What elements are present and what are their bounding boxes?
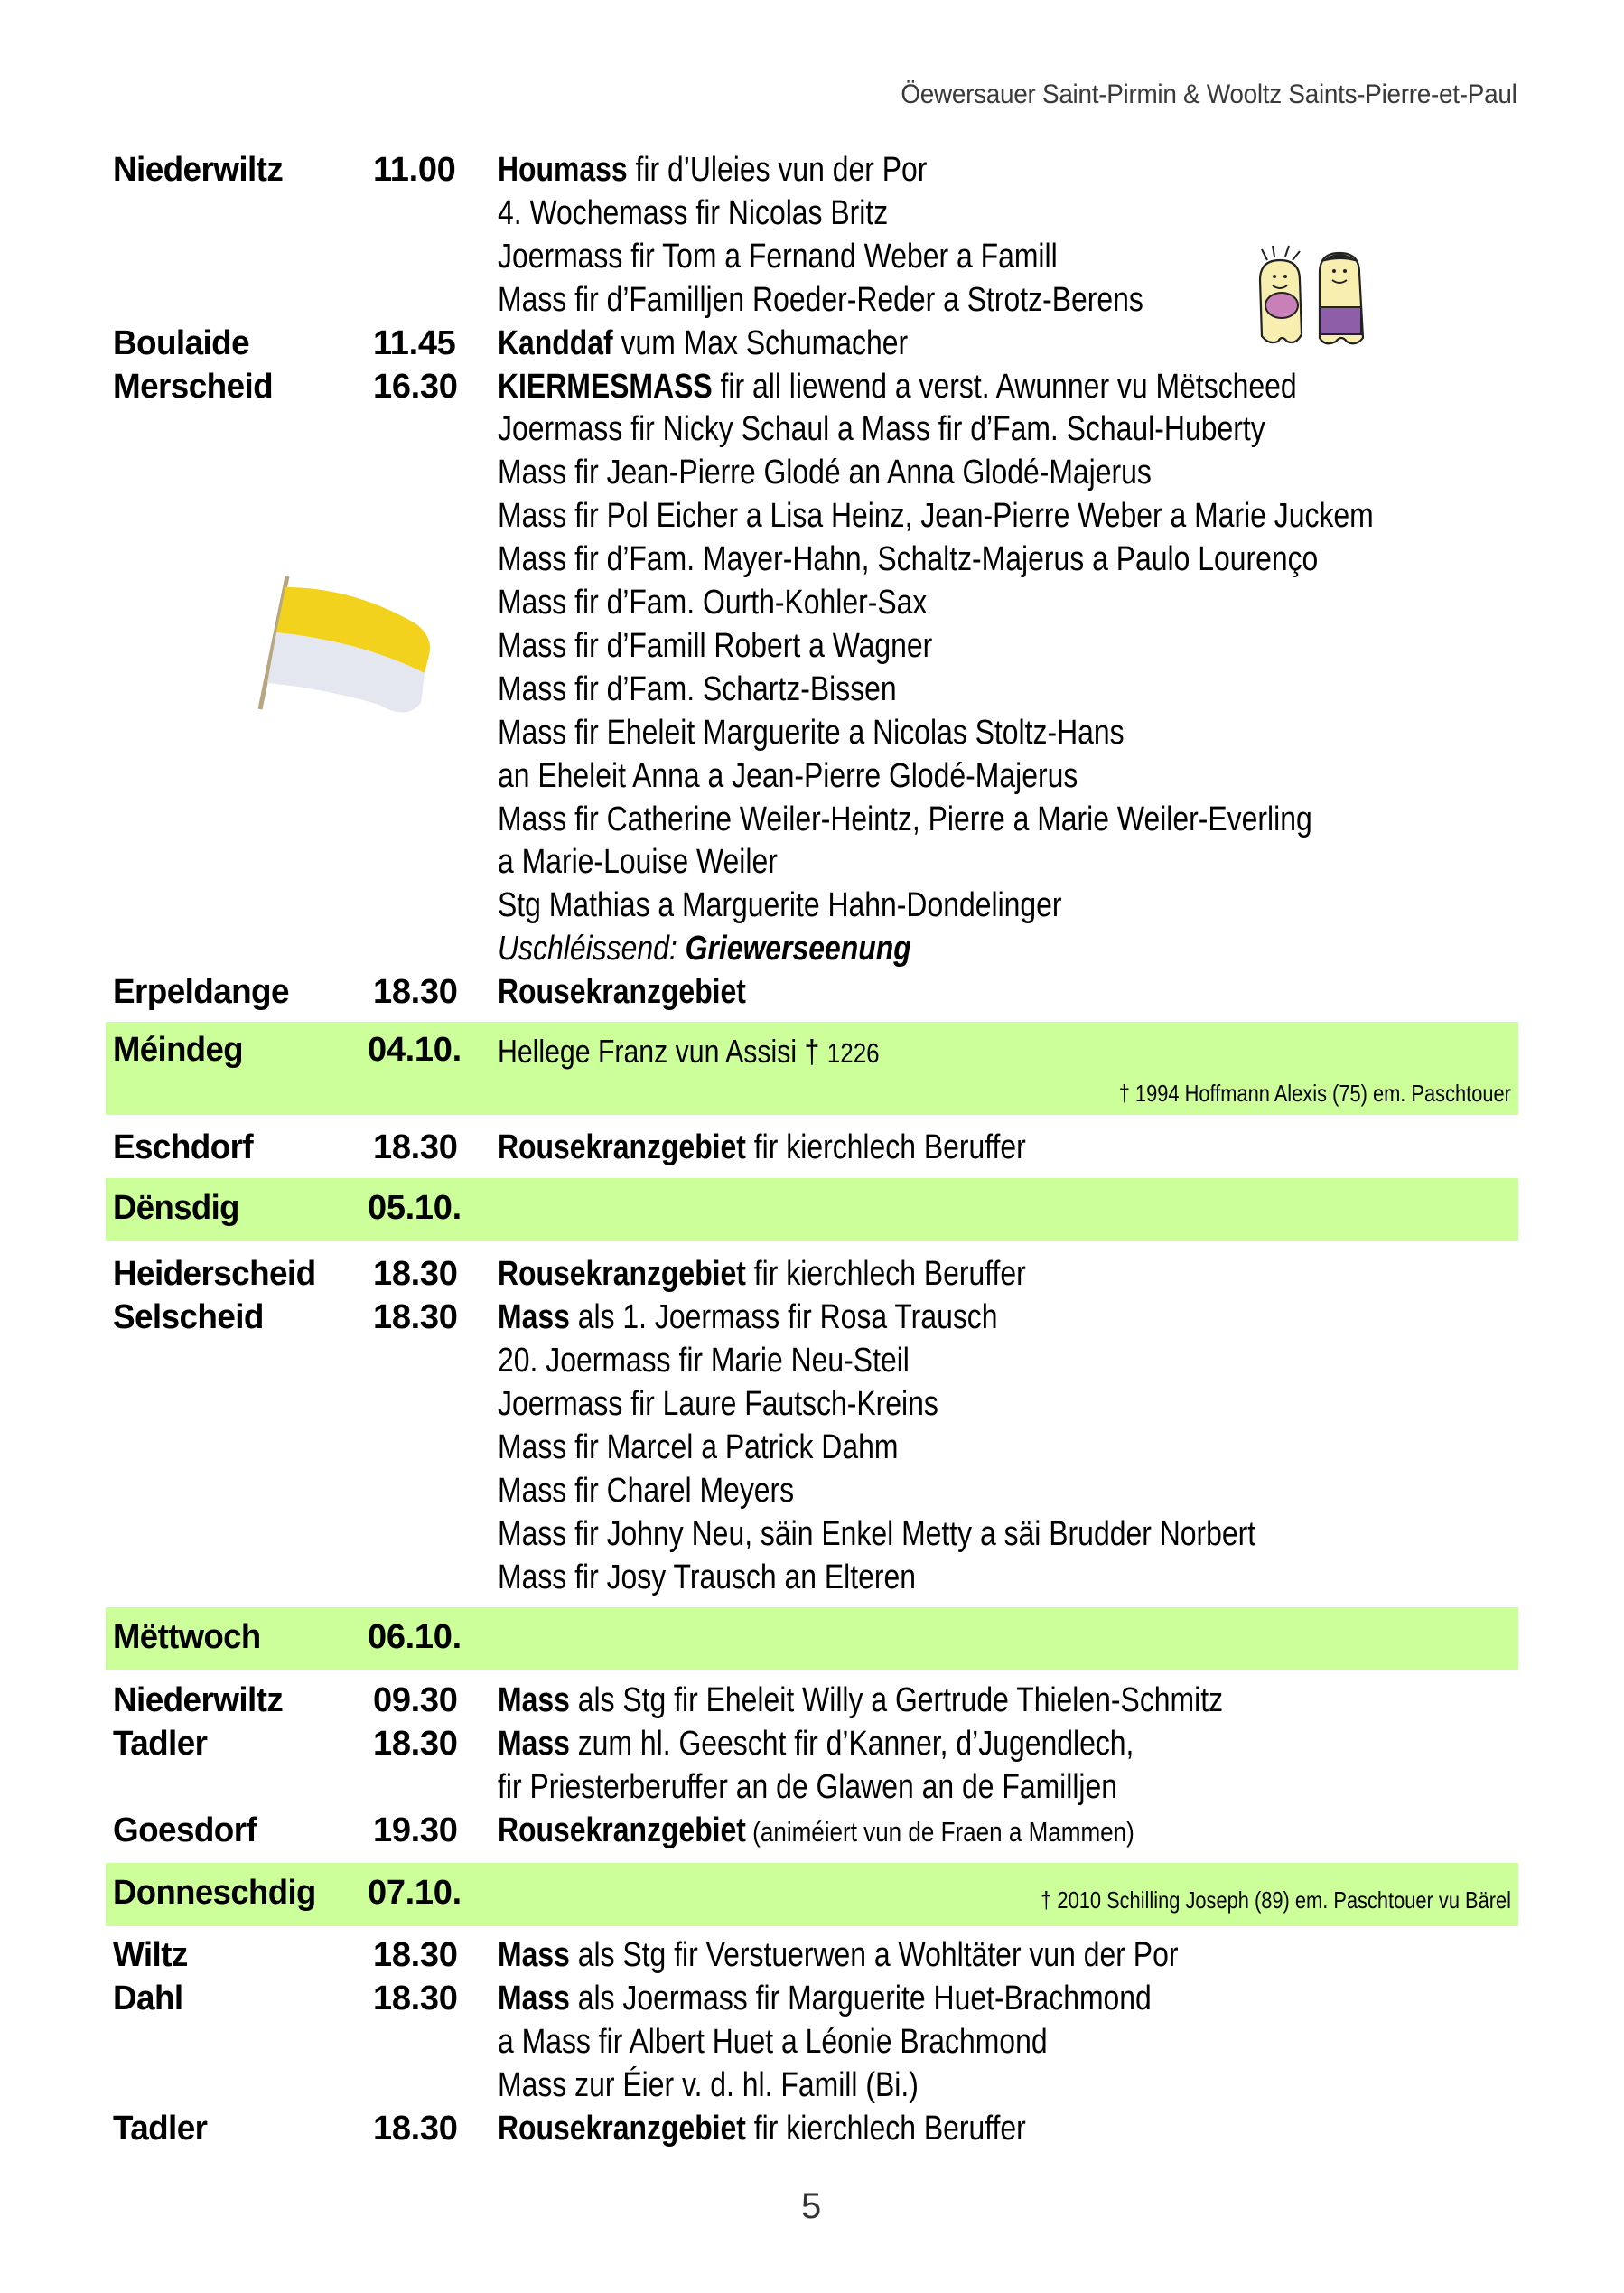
service-intention: fir all liewend a verst. Awunner vu Mëtscheed — [712, 367, 1297, 406]
service-description — [498, 494, 1374, 538]
service-time: 18.30 — [373, 1255, 458, 1293]
service-description — [498, 624, 932, 668]
service-description — [498, 278, 1143, 322]
location-name: Tadler — [113, 2110, 208, 2148]
day-bar-monday — [106, 1022, 1518, 1115]
service-description — [498, 1765, 1117, 1809]
service-time: 19.30 — [373, 1811, 458, 1849]
memorial-note: † 2010 Schilling Joseph (89) em. Paschtouer vu Bärel — [1041, 1886, 1511, 1914]
service-description — [498, 1679, 1223, 1722]
service-intention: als Stg fir Verstuerwen a Wohltäter vun der Por — [569, 1936, 1179, 1974]
schedule-row — [0, 754, 1624, 798]
service-intention: Mass fir Marcel a Patrick Dahm — [498, 1428, 899, 1466]
service-intention: Mass zur Éier v. d. hl. Famill (Bi.) — [498, 2066, 919, 2104]
service-type: Mass — [498, 1979, 570, 2017]
schedule-row — [0, 970, 1624, 1014]
schedule-row — [0, 1933, 1624, 1977]
service-type: Houmass — [498, 151, 628, 189]
day-name: Mëttwoch — [113, 1618, 261, 1656]
service-note: (animéiert vun de Fraen a Mammen) — [745, 1816, 1134, 1848]
service-description — [498, 1252, 1026, 1296]
page-number: 5 — [801, 2186, 822, 2226]
service-type: Mass — [498, 1298, 570, 1336]
schedule-row — [0, 192, 1624, 235]
service-description — [498, 840, 778, 884]
schedule-row — [0, 2020, 1624, 2064]
service-description — [498, 322, 908, 365]
service-time: 18.30 — [373, 1128, 458, 1166]
service-time: 11.45 — [373, 323, 456, 362]
service-intention: Joermass fir Tom a Fernand Weber a Famill — [498, 237, 1058, 276]
service-description — [498, 192, 888, 235]
schedule-row — [0, 1556, 1624, 1599]
service-intention: a Marie-Louise Weiler — [498, 843, 778, 882]
service-description — [498, 711, 1125, 754]
schedule-row — [0, 2064, 1624, 2107]
service-time: 18.30 — [373, 2110, 458, 2148]
service-description — [498, 1809, 1134, 1854]
location-name: Niederwiltz — [113, 151, 284, 189]
service-time: 18.30 — [373, 973, 458, 1012]
service-type: Rousekranzgebiet — [498, 2110, 746, 2148]
note-label: Uschléissend: — [498, 930, 686, 969]
schedule-row — [0, 1809, 1624, 1852]
service-time: 16.30 — [373, 367, 458, 406]
service-description — [498, 148, 927, 192]
service-description — [498, 2064, 919, 2107]
location-name: Dahl — [113, 1979, 183, 2017]
service-description — [498, 754, 1078, 798]
day-bar-thursday — [106, 1863, 1518, 1926]
service-intention: Mass fir Catherine Weiler-Heintz, Pierre a Marie Weiler-Everling — [498, 800, 1312, 838]
schedule-row — [0, 407, 1624, 451]
day-name: Donneschdig — [113, 1874, 316, 1912]
schedule-row — [0, 451, 1624, 494]
schedule-row — [0, 1512, 1624, 1556]
day-date: 06.10. — [368, 1618, 462, 1656]
schedule-row — [0, 1977, 1624, 2020]
schedule-row — [0, 798, 1624, 841]
day-name: Méindeg — [113, 1031, 243, 1069]
service-intention: an Eheleit Anna a Jean-Pierre Glodé-Majerus — [498, 756, 1078, 795]
schedule-row — [0, 1765, 1624, 1809]
service-description — [498, 668, 897, 711]
service-type: Mass — [498, 1725, 570, 1763]
service-description — [498, 2107, 1026, 2150]
service-intention: vum Max Schumacher — [612, 323, 909, 362]
service-description — [498, 1339, 910, 1382]
service-intention: Mass fir d’Familljen Roeder-Reder a Strotz-Berens — [498, 280, 1143, 319]
service-intention: a Mass fir Albert Huet a Léonie Brachmond — [498, 2023, 1048, 2061]
service-type: Mass — [498, 1681, 570, 1719]
day-date: 05.10. — [368, 1189, 462, 1227]
feast-name: Hellege Franz vun Assisi † — [498, 1033, 827, 1070]
service-intention: Mass fir Pol Eicher a Lisa Heinz, Jean-Pierre Weber a Marie Juckem — [498, 497, 1374, 536]
service-intention: Stg Mathias a Marguerite Hahn-Dondelinger — [498, 886, 1062, 925]
schedule-row — [0, 365, 1624, 408]
service-type: Rousekranzgebiet — [498, 973, 746, 1012]
location-name: Selscheid — [113, 1298, 264, 1336]
service-type: Rousekranzgebiet — [498, 1811, 746, 1849]
service-intention: Mass fir d’Fam. Mayer-Hahn, Schaltz-Majerus a Paulo Lourenço — [498, 540, 1319, 579]
schedule-row — [0, 1679, 1624, 1722]
page-header: Öewersauer Saint-Pirmin & Wooltz Saints-Pierre-et-Paul — [901, 80, 1517, 109]
service-description — [498, 1722, 1134, 1765]
service-description — [498, 365, 1297, 408]
service-intention: fir Priesterberuffer an de Glawen an de Familljen — [498, 1768, 1118, 1806]
service-description — [498, 927, 911, 970]
feast-of-day — [498, 1033, 880, 1071]
service-description — [498, 1469, 794, 1512]
service-description — [498, 1126, 1026, 1169]
service-intention: Joermass fir Laure Fautsch-Kreins — [498, 1385, 938, 1423]
schedule-row — [0, 1469, 1624, 1512]
service-intention: Mass fir Eheleit Marguerite a Nicolas Stoltz-Hans — [498, 713, 1125, 752]
schedule-row — [0, 494, 1624, 538]
service-description — [498, 407, 1265, 451]
day-bar-tuesday — [106, 1178, 1518, 1241]
schedule-row — [0, 1339, 1624, 1382]
location-name: Niederwiltz — [113, 1681, 284, 1719]
service-description — [498, 970, 746, 1014]
day-name: Dënsdig — [113, 1189, 239, 1227]
memorial-note: † 1994 Hoffmann Alexis (75) em. Paschtouer — [1118, 1080, 1511, 1107]
service-description — [498, 538, 1318, 581]
service-time: 11.00 — [373, 151, 456, 189]
service-intention: Mass fir Charel Meyers — [498, 1472, 795, 1510]
service-type: Mass — [498, 1936, 570, 1974]
location-name: Goesdorf — [113, 1811, 257, 1849]
service-intention: Mass fir d’Famill Robert a Wagner — [498, 626, 933, 665]
location-name: Eschdorf — [113, 1128, 254, 1166]
schedule-row — [0, 1126, 1624, 1169]
service-time: 18.30 — [373, 1979, 458, 2017]
schedule-row — [0, 1252, 1624, 1296]
location-name: Merscheid — [113, 367, 274, 406]
service-description — [498, 1426, 898, 1469]
service-description — [498, 1933, 1178, 1977]
schedule-row — [0, 1722, 1624, 1765]
service-description — [498, 1512, 1255, 1556]
service-description — [498, 235, 1058, 278]
location-name: Boulaide — [113, 323, 250, 362]
schedule-row — [0, 2107, 1624, 2150]
service-description — [498, 798, 1312, 841]
service-time: 09.30 — [373, 1681, 458, 1719]
location-name: Wiltz — [113, 1936, 188, 1974]
service-time: 18.30 — [373, 1298, 458, 1336]
service-type: Rousekranzgebiet — [498, 1128, 746, 1166]
service-intention: Mass fir d’Fam. Ourth-Kohler-Sax — [498, 584, 928, 622]
service-description — [498, 1382, 938, 1426]
day-bar-wednesday — [106, 1607, 1518, 1670]
schedule-row — [0, 1426, 1624, 1469]
location-name: Heiderscheid — [113, 1255, 316, 1293]
service-intention: fir d’Uleies vun der Por — [627, 151, 928, 189]
service-type: Rousekranzgebiet — [498, 1255, 746, 1293]
schedule-row — [0, 927, 1624, 970]
day-date: 04.10. — [368, 1031, 462, 1069]
service-intention: als Stg fir Eheleit Willy a Gertrude Thielen-Schmitz — [569, 1681, 1224, 1719]
service-description — [498, 451, 1152, 494]
schedule-row — [0, 840, 1624, 884]
schedule-row — [0, 884, 1624, 927]
schedule-row — [0, 148, 1624, 192]
service-intention: Mass fir Johny Neu, säin Enkel Metty a säi Brudder Norbert — [498, 1515, 1256, 1553]
service-description — [498, 884, 1062, 927]
mascot-illustration-icon — [1242, 244, 1386, 352]
service-time: 18.30 — [373, 1936, 458, 1974]
service-intention: Joermass fir Nicky Schaul a Mass fir d’Fam. Schaul-Huberty — [498, 410, 1265, 449]
service-intention: als 1. Joermass fir Rosa Trausch — [569, 1298, 998, 1336]
service-intention: als Joermass fir Marguerite Huet-Brachmond — [569, 1979, 1152, 2017]
service-description — [498, 581, 927, 624]
service-intention: fir kierchlech Beruffer — [745, 1128, 1026, 1166]
service-intention: 20. Joermass fir Marie Neu-Steil — [498, 1342, 910, 1380]
service-intention: Mass fir Josy Trausch an Elteren — [498, 1558, 917, 1596]
service-time: 18.30 — [373, 1725, 458, 1763]
service-intention: zum hl. Geescht fir d’Kanner, d’Jugendlech, — [569, 1725, 1134, 1763]
service-intention: fir kierchlech Beruffer — [745, 2110, 1026, 2148]
feast-year: 1226 — [826, 1037, 880, 1069]
note-value: Griewerseenung — [685, 930, 911, 969]
service-intention: Mass fir d’Fam. Schartz-Bissen — [498, 669, 897, 708]
service-intention: fir kierchlech Beruffer — [745, 1255, 1026, 1293]
schedule-row — [0, 1382, 1624, 1426]
location-name: Tadler — [113, 1725, 208, 1763]
location-name: Erpeldange — [113, 973, 289, 1012]
service-type: Kanddaf — [498, 323, 613, 362]
schedule-row — [0, 1296, 1624, 1339]
service-description — [498, 1296, 997, 1339]
service-intention: Mass fir Jean-Pierre Glodé an Anna Glodé-Majerus — [498, 454, 1152, 492]
service-description — [498, 2020, 1048, 2064]
service-description — [498, 1556, 916, 1599]
day-date: 07.10. — [368, 1874, 462, 1912]
service-intention: 4. Wochemass fir Nicolas Britz — [498, 193, 889, 232]
service-description — [498, 1977, 1152, 2020]
service-type: KIERMESMASS — [498, 367, 713, 406]
papal-flag-icon — [244, 569, 443, 732]
